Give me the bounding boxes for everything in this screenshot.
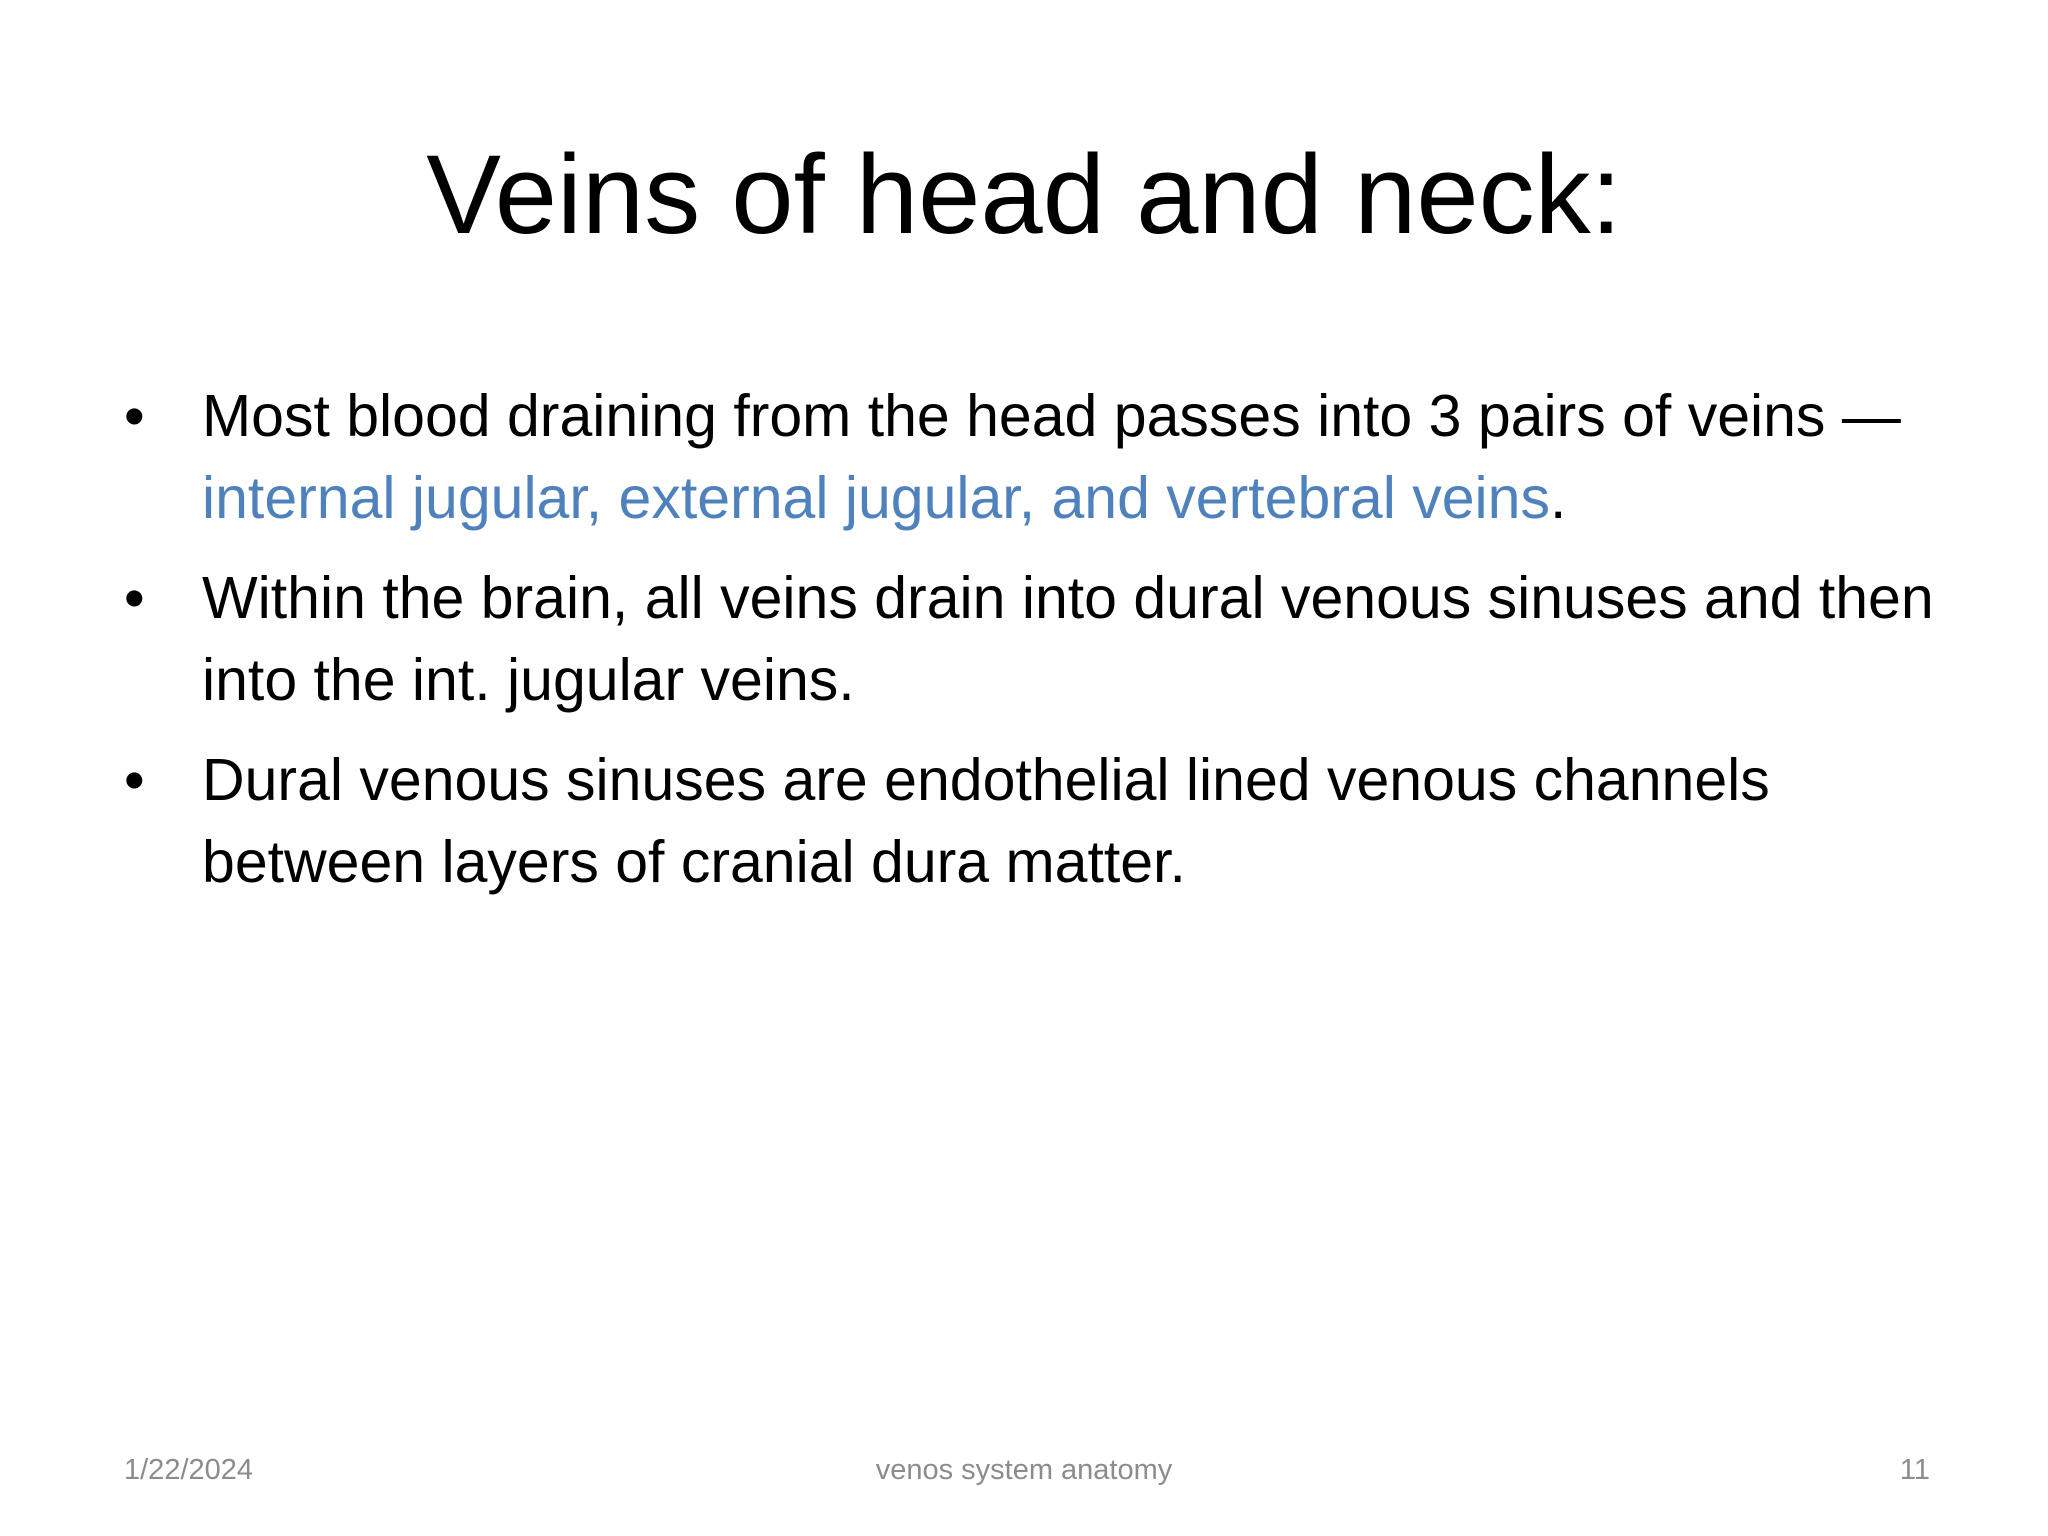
- footer-date: 1/22/2024: [124, 1454, 254, 1486]
- bullet-text: Within the brain, all veins drain into dural venous sinuses and then into the int. jugular veins.: [202, 565, 1934, 713]
- bullet-icon: •: [124, 747, 145, 813]
- footer-title: venos system anatomy: [875, 1454, 1173, 1486]
- bullet-text: Dural venous sinuses are endothelial lined venous channels between layers of cranial dura matter.: [202, 747, 1770, 895]
- bullet-item: [124, 557, 1954, 721]
- slide-number: 11: [1899, 1454, 1930, 1486]
- bullet-icon: •: [124, 565, 145, 631]
- bullet-item: [124, 739, 1954, 903]
- bullet-icon: •: [124, 383, 145, 449]
- bullet-text-before: Most blood draining from the head passes into 3 pairs of veins —: [202, 383, 1901, 449]
- bullet-text-after: .: [1549, 465, 1567, 531]
- bullet-item: [124, 375, 1954, 539]
- bullet-highlight-veins: internal jugular, external jugular, and vertebral veins: [202, 465, 1550, 531]
- bullet-list: [124, 375, 1954, 921]
- slide-title: Veins of head and neck:: [426, 132, 1622, 257]
